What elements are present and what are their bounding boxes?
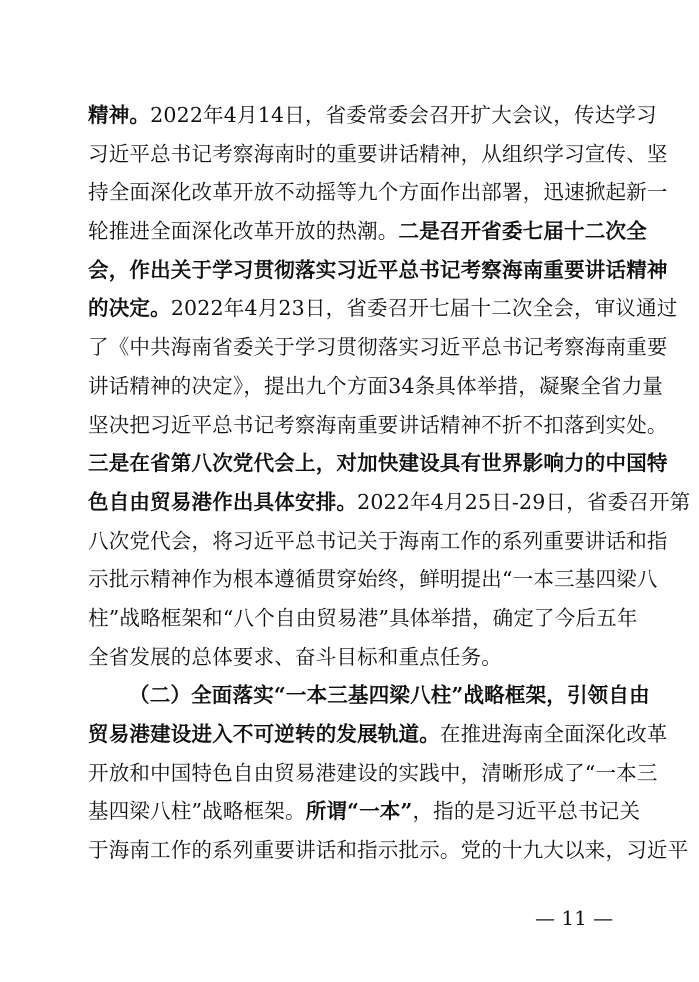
bold-text-segment: 贸易港建设进入不可逆转的发展轨道。	[88, 722, 440, 746]
bold-text-segment: 精神。	[88, 103, 151, 127]
text-segment: 在推进海南全面深化改革	[439, 722, 668, 746]
text-segment: 基四梁八柱”战略框架。	[88, 799, 306, 824]
text-line	[88, 135, 668, 174]
text-segment: 柱”战略框架和“八个自由贸易港”具体举措，确定了今后五年	[88, 605, 638, 630]
text-line	[88, 251, 668, 290]
body-text	[88, 96, 691, 870]
text-segment: 坚决把习近平总书记考察海南重要讲话精神不折不扣落到实处。	[88, 412, 668, 437]
text-line	[88, 754, 658, 793]
text-line	[88, 638, 618, 677]
bold-text-segment: 会，作出关于学习贯彻落实习近平总书记考察海南重要讲话精神	[88, 257, 668, 282]
text-segment: 了《中共海南省委关于学习贯彻落实习近平总书记考察海南重要	[88, 335, 668, 360]
text-line	[88, 367, 664, 406]
text-segment: 持全面深化改革开放不动摇等九个方面作出部署，迅速掀起新一	[88, 180, 668, 205]
text-line	[88, 406, 668, 445]
text-segment: 于海南工作的系列重要讲话和指示批示。党的十九大以来，习近平	[88, 838, 689, 863]
text-segment: ，指的是习近平总书记关	[412, 799, 641, 824]
text-segment: 2022年4月25日-29日，省委召开第	[357, 489, 691, 514]
text-segment: 示批示精神作为根本遵循贯穿始终，鲜明提出“一本三基四梁八	[88, 567, 658, 592]
text-line	[88, 560, 658, 599]
bold-text-segment: 三是在省第八次党代会上，对加快建设具有世界影响力的中国特	[88, 451, 668, 476]
text-segment: 八次党代会，将习近平总书记关于海南工作的系列重要讲话和指	[88, 528, 668, 553]
text-line	[88, 212, 647, 251]
bold-text-segment: 的决定。	[88, 296, 171, 321]
text-segment: 讲话精神的决定》，提出九个方面34条具体举措，凝聚全省力量	[88, 373, 664, 398]
text-line	[88, 444, 668, 483]
text-line	[88, 599, 638, 638]
bold-text-segment: 所谓“一本”	[305, 799, 413, 824]
text-line	[88, 715, 668, 754]
text-segment: 轮推进全面深化改革开放的热潮。	[88, 219, 399, 244]
bold-text-segment: 色自由贸易港作出具体安排。	[88, 489, 358, 514]
bold-text-segment: 二是召开省委七届十二次全	[398, 219, 647, 244]
bold-text-segment: （二）全面落实“一本三基四梁八柱”战略框架，引领自由	[129, 683, 650, 708]
text-line	[88, 96, 657, 135]
text-line	[88, 173, 668, 212]
text-line	[88, 831, 689, 870]
text-line	[88, 676, 650, 715]
text-segment: 2022年4月23日，省委召开七届十二次全会，审议通过	[170, 296, 678, 321]
text-segment: 2022年4月14日，省委常委会召开扩大会议，传达学习	[150, 103, 657, 127]
page-number: — 11 —	[535, 906, 614, 930]
text-segment: 开放和中国特色自由贸易港建设的实践中，清晰形成了“一本三	[88, 760, 658, 785]
text-line	[88, 792, 641, 831]
text-line	[88, 483, 691, 522]
text-line	[88, 289, 678, 328]
text-line	[88, 522, 668, 561]
text-segment: 习近平总书记考察海南时的重要讲话精神，从组织学习宣传、坚	[88, 141, 668, 166]
text-line	[88, 328, 668, 367]
text-segment: 全省发展的总体要求、奋斗目标和重点任务。	[88, 644, 502, 669]
